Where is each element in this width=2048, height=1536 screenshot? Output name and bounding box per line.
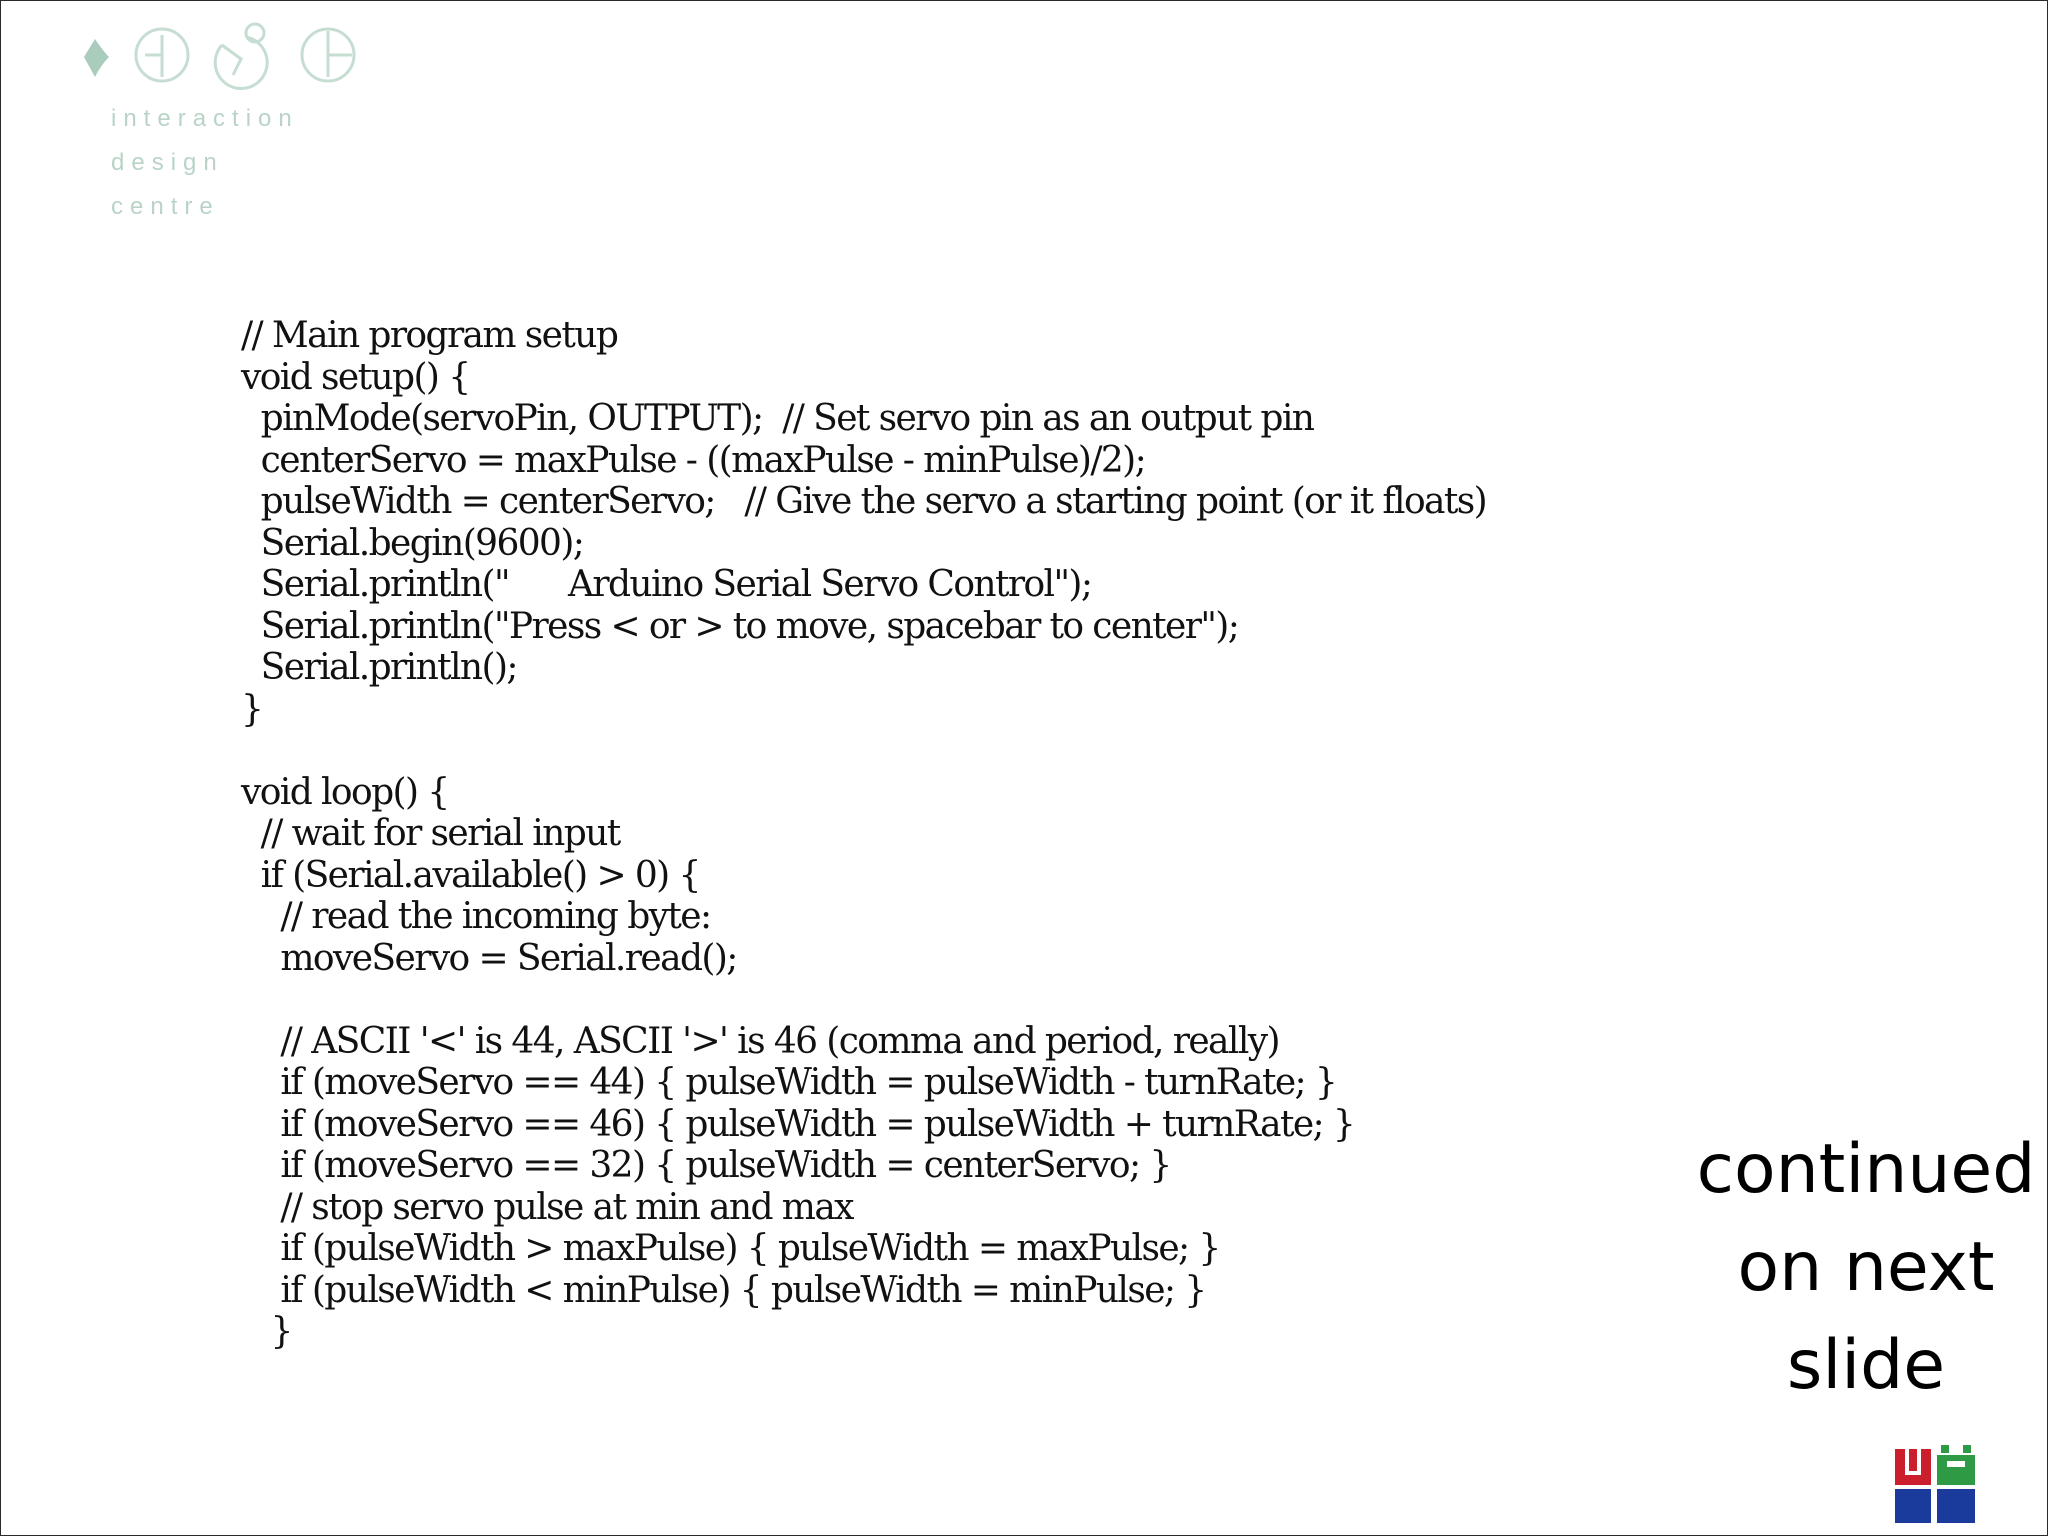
university-logo-icon xyxy=(1895,1445,1975,1523)
logo-line-3: centre xyxy=(111,193,220,220)
code-line xyxy=(241,730,1486,772)
code-line: // stop servo pulse at min and max xyxy=(241,1186,853,1228)
code-line: if (moveServo == 46) { pulseWidth = pulseWidth + turnRate; } xyxy=(241,1103,1355,1145)
code-line: centerServo = maxPulse - ((maxPulse - minPulse)/2); xyxy=(241,439,1146,481)
logo-line-2: design xyxy=(111,149,224,176)
code-line: pinMode(servoPin, OUTPUT); // Set servo pin as an output pin xyxy=(241,398,1314,439)
code-line: // ASCII '<' is 44, ASCII '>' is 46 (comma and period, really) xyxy=(241,1020,1279,1062)
continued-line-3: slide xyxy=(1786,1326,1946,1405)
continued-line-1: continued xyxy=(1696,1130,2036,1209)
code-line: if (pulseWidth > maxPulse) { pulseWidth = maxPulse; } xyxy=(241,1228,1220,1269)
code-line: if (moveServo == 32) { pulseWidth = centerServo; } xyxy=(241,1145,1171,1186)
interaction-design-centre-logo xyxy=(81,21,381,221)
code-line: if (moveServo == 44) { pulseWidth = pulseWidth - turnRate; } xyxy=(241,1062,1337,1103)
continued-line-2: on next xyxy=(1737,1228,1995,1307)
code-line: void loop() { xyxy=(241,771,449,813)
logo-line-1: interaction xyxy=(111,105,299,132)
code-line: Serial.println(" Arduino Serial Servo Control"); xyxy=(241,564,1092,605)
code-line: if (Serial.available() > 0) { xyxy=(241,854,700,896)
code-line: moveServo = Serial.read(); xyxy=(241,937,737,979)
code-line: Serial.println(); xyxy=(241,647,517,688)
code-line: // read the incoming byte: xyxy=(241,896,711,937)
code-line xyxy=(241,979,1486,1021)
code-line: } xyxy=(241,1311,292,1352)
code-line: // Main program setup xyxy=(241,315,618,356)
continued-note xyxy=(1681,1121,2048,1415)
code-line: if (pulseWidth < minPulse) { pulseWidth = minPulse; } xyxy=(241,1269,1206,1311)
code-line: Serial.println("Press < or > to move, spacebar to center"); xyxy=(241,605,1239,647)
interaction-design-centre-logo-icon xyxy=(81,21,381,91)
logo-wordmark xyxy=(111,97,299,229)
code-listing xyxy=(241,315,1486,1353)
code-line: pulseWidth = centerServo; // Give the servo a starting point (or it floats) xyxy=(241,481,1487,522)
code-line: } xyxy=(241,688,263,730)
code-line: Serial.begin(9600); xyxy=(241,522,584,564)
code-line: void setup() { xyxy=(241,356,470,398)
code-line: // wait for serial input xyxy=(241,813,620,854)
